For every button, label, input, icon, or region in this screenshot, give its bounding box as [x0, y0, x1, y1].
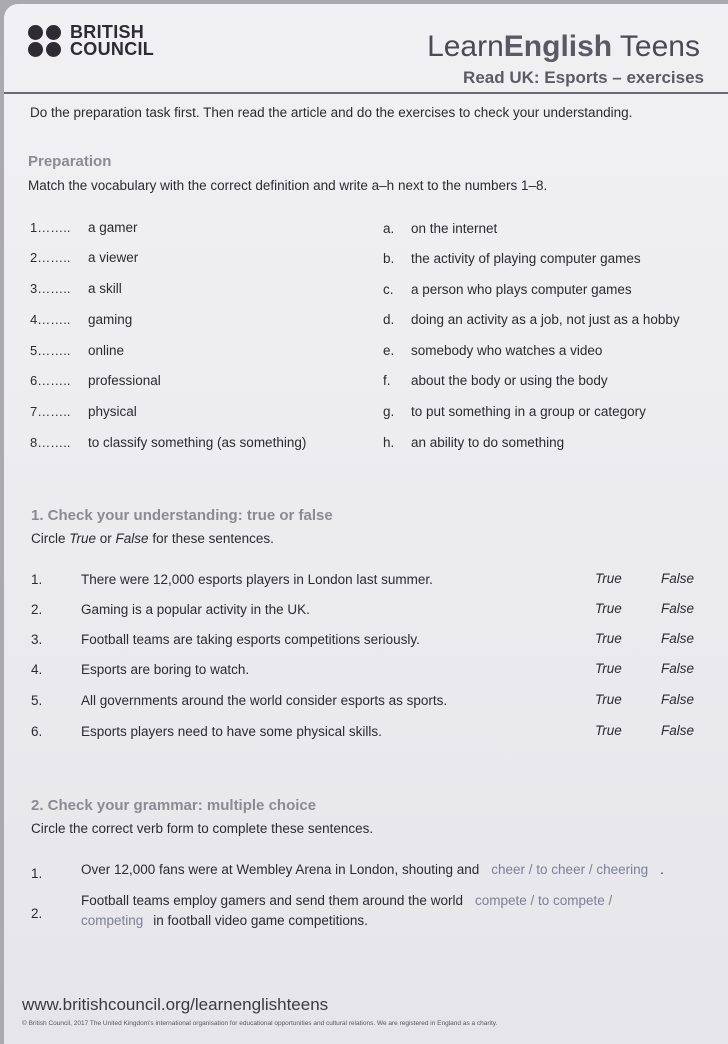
copyright-notice: © British Council, 2017 The United Kingdom's international organisation for educational opportunities and cultural relations. We are registered in England as a charity. — [22, 1020, 498, 1027]
grammar-question-number: 2. — [31, 906, 43, 921]
header-divider — [4, 92, 728, 94]
false-option[interactable]: False — [661, 661, 695, 676]
question-text: Football teams are taking esports competitions seriously. — [81, 632, 420, 647]
term-text: professional — [88, 373, 161, 388]
british-council-logo — [28, 24, 154, 58]
question-number: 3. — [31, 632, 43, 647]
instruction-post: for these sentences. — [148, 531, 274, 546]
grammar-question-2-line-1 — [81, 893, 612, 908]
brand-english: English — [503, 30, 613, 63]
grammar-question-2-line-2 — [81, 913, 368, 928]
question-number: 4. — [31, 662, 43, 677]
definition-text: doing an activity as a job, not just as a hobby — [411, 312, 680, 327]
term-number: 1…….. — [30, 220, 71, 235]
question-text: All governments around the world consider esports as sports. — [81, 693, 448, 708]
false-option[interactable]: False — [661, 723, 695, 738]
instruction-mid: or — [96, 531, 116, 546]
brand-learn: Learn — [427, 30, 504, 63]
term-text: to classify something (as something) — [88, 435, 307, 450]
term-number: 2…….. — [30, 250, 71, 265]
term-text: physical — [88, 404, 137, 419]
true-false-instruction — [31, 531, 274, 546]
grammar-question-text: Over 12,000 fans were at Wembley Arena in London, shouting and — [81, 862, 480, 877]
true-option[interactable]: True — [595, 601, 622, 616]
question-number: 2. — [31, 602, 43, 617]
term-number: 3…….. — [30, 281, 71, 296]
definition-letter: g. — [383, 404, 395, 419]
definition-letter: a. — [383, 221, 395, 236]
false-option[interactable]: False — [661, 631, 695, 646]
term-number: 4…….. — [30, 312, 71, 327]
definition-letter: e. — [383, 343, 395, 358]
term-text: a skill — [88, 281, 122, 296]
verb-options[interactable]: cheer / to cheer / cheering — [491, 862, 649, 877]
question-number: 1. — [31, 572, 43, 587]
intro-text: Do the preparation task first. Then read the article and do the exercises to check your understanding. — [30, 105, 633, 120]
false-option[interactable]: False — [661, 571, 695, 586]
grammar-instruction: Circle the correct verb form to complete these sentences. — [31, 821, 374, 836]
footer-url[interactable]: www.britishcouncil.org/learnenglishteens — [22, 995, 329, 1014]
true-option[interactable]: True — [595, 723, 622, 738]
false-option[interactable]: False — [661, 601, 695, 616]
verb-options[interactable]: compete / to compete / — [474, 893, 613, 908]
term-text: gaming — [88, 312, 133, 327]
definition-text: to put something in a group or category — [411, 404, 646, 419]
true-option[interactable]: True — [595, 631, 622, 646]
definition-letter: h. — [383, 435, 395, 450]
sentence-end: . — [660, 862, 664, 877]
logo-line-2: COUNCIL — [70, 39, 155, 59]
question-text: Esports players need to have some physical skills. — [81, 724, 382, 739]
term-number: 6…….. — [30, 373, 71, 388]
logo-line-1: BRITISH — [70, 22, 145, 42]
page-title: Read UK: Esports – exercises — [463, 68, 704, 87]
instruction-false-word: False — [115, 531, 149, 546]
true-option[interactable]: True — [595, 661, 622, 676]
definition-text: on the internet — [411, 221, 498, 236]
question-text: Gaming is a popular activity in the UK. — [81, 602, 310, 617]
preparation-instruction: Match the vocabulary with the correct definition and write a–h next to the numbers 1–8. — [28, 178, 548, 193]
term-text: a gamer — [88, 220, 138, 235]
learnenglish-teens-brand — [427, 30, 700, 64]
logo-dots-icon — [28, 25, 62, 57]
term-text: online — [88, 343, 125, 358]
grammar-question-text: in football video game competitions. — [153, 913, 368, 928]
question-text: Esports are boring to watch. — [81, 662, 250, 677]
true-false-heading: 1. Check your understanding: true or false — [31, 507, 333, 524]
grammar-heading: 2. Check your grammar: multiple choice — [31, 797, 317, 814]
brand-teens: Teens — [612, 30, 700, 63]
definition-text: the activity of playing computer games — [411, 251, 641, 266]
instruction-pre: Circle — [31, 531, 70, 546]
grammar-question-1 — [81, 862, 664, 877]
definition-letter: d. — [383, 312, 395, 327]
definition-text: somebody who watches a video — [411, 343, 603, 358]
definition-text: an ability to do something — [411, 435, 565, 450]
grammar-question-text: Football teams employ gamers and send them around the world — [81, 893, 463, 908]
false-option[interactable]: False — [661, 692, 695, 707]
true-option[interactable]: True — [595, 571, 622, 586]
instruction-true-word: True — [69, 531, 97, 546]
true-option[interactable]: True — [595, 692, 622, 707]
definition-text: about the body or using the body — [411, 373, 608, 388]
preparation-heading: Preparation — [28, 153, 112, 170]
question-number: 6. — [31, 724, 43, 739]
verb-options-continued[interactable]: competing — [81, 913, 144, 928]
grammar-question-number: 1. — [31, 866, 43, 881]
worksheet-page — [4, 4, 728, 1044]
term-number: 5…….. — [30, 343, 71, 358]
question-text: There were 12,000 esports players in London last summer. — [81, 572, 433, 587]
definition-letter: f. — [383, 373, 391, 388]
definition-letter: c. — [383, 282, 394, 297]
term-number: 7…….. — [30, 404, 71, 419]
term-text: a viewer — [88, 250, 139, 265]
definition-letter: b. — [383, 251, 395, 266]
term-number: 8…….. — [30, 435, 71, 450]
definition-text: a person who plays computer games — [411, 282, 632, 297]
question-number: 5. — [31, 693, 43, 708]
